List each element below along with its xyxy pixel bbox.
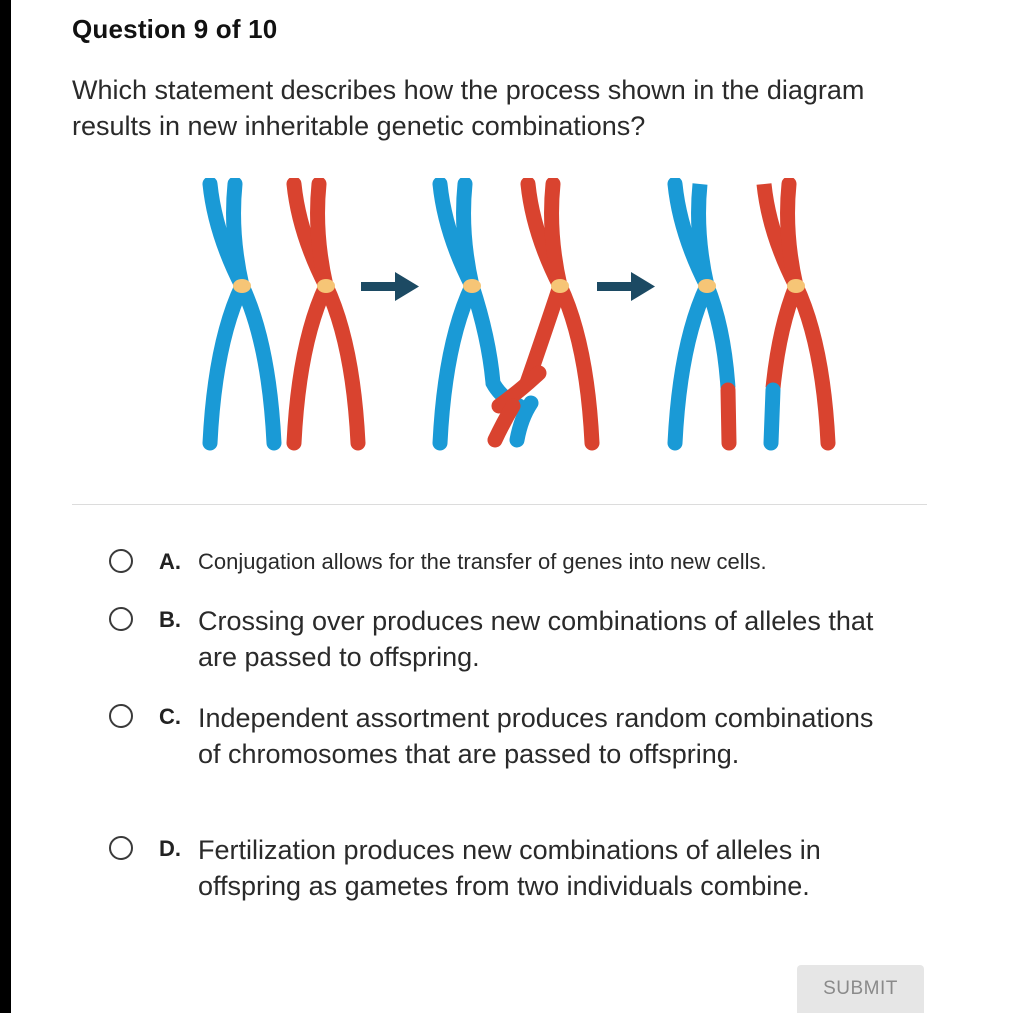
option-text: Crossing over produces new combinations of alleles that are passed to offspring. — [198, 606, 874, 672]
option-text: Fertilization produces new combinations of alleles in offspring as gametes from two individuals combine. — [198, 835, 821, 901]
question-header: Question 9 of 10 — [72, 14, 278, 44]
divider — [72, 504, 927, 505]
option-letter: D. — [159, 836, 181, 861]
chromosome-crossover-diagram — [201, 178, 841, 463]
option-letter: B. — [159, 607, 181, 632]
option-text: Independent assortment produces random combinations of chromosomes that are passed to offspring. — [198, 703, 874, 769]
radio-button-c[interactable] — [109, 704, 133, 728]
question-text: Which statement describes how the process shown in the diagram results in new inheritable genetic combinations? — [72, 75, 865, 141]
radio-button-b[interactable] — [109, 607, 133, 631]
stage2-red-chromosome — [495, 184, 592, 443]
stage1-blue-chromosome — [210, 184, 274, 443]
stage3-red-recombinant-chromosome — [764, 184, 828, 443]
option-text: Conjugation allows for the transfer of genes into new cells. — [198, 549, 767, 574]
stage3-blue-recombinant-chromosome — [675, 184, 729, 443]
stage1-red-chromosome — [294, 184, 358, 443]
right-arrow-icon — [361, 272, 419, 301]
quiz-page — [11, 0, 1031, 1013]
radio-button-a[interactable] — [109, 549, 133, 573]
right-arrow-icon — [597, 272, 655, 301]
option-letter: A. — [159, 549, 181, 574]
option-letter: C. — [159, 704, 181, 729]
radio-button-d[interactable] — [109, 836, 133, 860]
submit-button[interactable]: SUBMIT — [797, 965, 924, 1013]
